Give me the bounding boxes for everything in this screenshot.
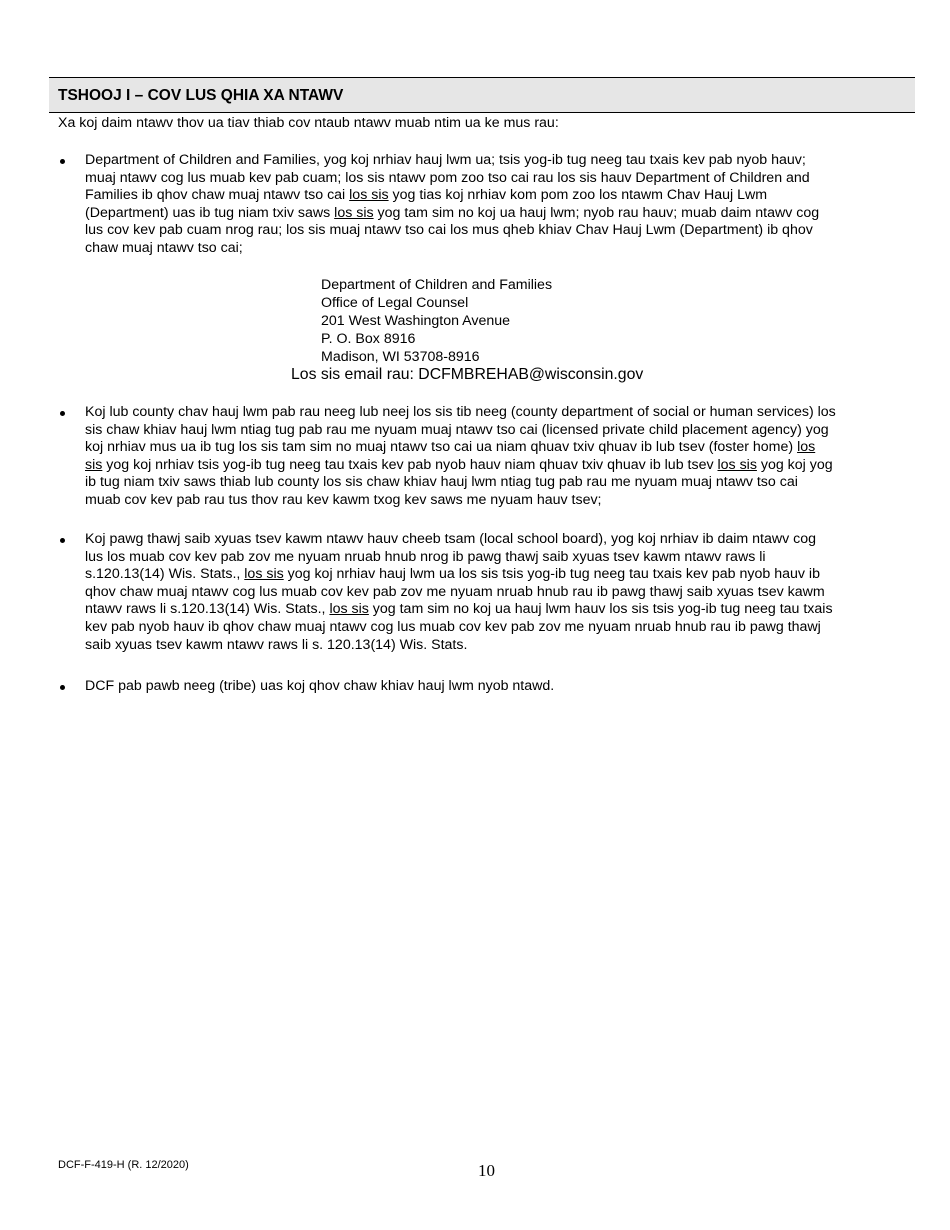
bullet-line: muaj ntawv cog lus muab kev pab cuam; los sis ntawv pom zoo tso cai rau los sis hauv Department of Children and xyxy=(85,169,810,186)
bullet-line: s.120.13(14) Wis. Stats., los sis yog koj nrhiav hauj lwm ua los sis tsis yog-ib tug neeg tau txais kev pab nyob hauv ib xyxy=(85,566,820,583)
bullet-line: ib tug niam txiv saws thiab lub county los sis chaw khiav hauj lwm ntiag tug pab rau me nyuam muaj ntawv tso cai xyxy=(85,474,798,491)
page-number: 10 xyxy=(478,1161,495,1180)
bullet-line: Department of Children and Families, yog koj nrhiav hauj lwm ua; tsis yog-ib tug neeg tau txais kev pab nyob hauv; xyxy=(85,152,806,168)
address-line: Madison, WI 53708-8916 xyxy=(321,349,480,365)
bullet-line: lus los muab cov kev pab zov me nyuam nruab hnub nrog ib pawg thawj saib xyuas tsev kawm ntawv raws li xyxy=(85,548,766,565)
bullet-line: Families ib qhov chaw muaj ntawv tso cai los sis yog tias koj nrhiav kom pom zoo los ntawm Chav Hauj Lwm xyxy=(85,187,768,204)
bullet-icon xyxy=(60,159,65,164)
bullet-icon xyxy=(60,685,65,690)
bullet-line: Koj lub county chav hauj lwm pab rau neeg lub neej los sis tib neeg (county department of social or human services) los xyxy=(85,404,836,420)
bullet-line: muab cov kev pab rau tus thov rau kev kawm txog kev saws me nyuam hauv tsev; xyxy=(85,491,602,508)
email-line: Los sis email rau: DCFMBREHAB@wisconsin.gov xyxy=(291,366,644,383)
bullet-icon xyxy=(60,411,65,416)
bullet-line: DCF pab pawb neeg (tribe) uas koj qhov chaw khiav hauj lwm nyob ntawd. xyxy=(85,678,555,694)
address-line: Department of Children and Families xyxy=(321,277,553,293)
bullet-line: Koj pawg thawj saib xyuas tsev kawm ntawv hauv cheeb tsam (local school board), yog koj nrhiav ib daim ntawv cog xyxy=(85,531,817,547)
address-line: Office of Legal Counsel xyxy=(321,295,469,311)
bullet-line: ntawv raws li s.120.13(14) Wis. Stats., los sis yog tam sim no koj ua hauj lwm hauv los sis tsis yog-ib tug neeg tau txais xyxy=(85,601,833,618)
bullet-line: kev pab nyob hauv ib qhov chaw muaj ntawv cog lus muab cov kev pab zov me nyuam nruab hnub rau ib pawg thawj xyxy=(85,618,821,635)
bullet-line: sis chaw khiav hauj lwm ntiag tug pab rau me nyuam muaj ntawv tso cai (licensed private child placement agency) yog xyxy=(85,421,829,438)
mailing-address xyxy=(321,276,552,366)
bullet-icon xyxy=(60,538,65,543)
bullet-line: saib xyuas tsev kawm ntawv raws li s. 120.13(14) Wis. Stats. xyxy=(85,636,468,653)
bullet-line: koj nrhiav mus ua ib tug los sis tam sim no muaj ntawv tso cai ua niam qhuav txiv qhuav ib lub tsev (foster home) los xyxy=(85,439,816,456)
bullet-line: qhov chaw muaj ntawv cog lus muab cov kev pab zov me nyuam nruab hnub rau ib pawg thawj saib xyuas tsev kawm xyxy=(85,583,825,600)
section-header xyxy=(49,77,915,113)
bullet-line: chaw muaj ntawv tso cai; xyxy=(85,239,243,256)
address-line: 201 West Washington Avenue xyxy=(321,313,511,329)
bullet-line: (Department) uas ib tug niam txiv saws los sis yog tam sim no koj ua hauj lwm; nyob rau hauv; muab daim ntawv cog xyxy=(85,204,820,221)
address-line: P. O. Box 8916 xyxy=(321,331,416,347)
form-id: DCF-F-419-H (R. 12/2020) xyxy=(58,1159,189,1171)
bullet-line: lus cov kev pab cuam nrog rau; los sis muaj ntawv tso cai los mus qheb khiav Chav Hauj Lwm (Department) ib qhov xyxy=(85,222,813,239)
section-title: TSHOOJ I – COV LUS QHIA XA NTAWV xyxy=(58,87,344,104)
intro-text: Xa koj daim ntawv thov ua tiav thiab cov ntaub ntawv muab ntim ua ke mus rau: xyxy=(58,115,559,131)
bullet-line: sis yog koj nrhiav tsis yog-ib tug neeg tau txais kev pab nyob hauv niam qhuav txiv qhuav ib lub tsev los sis yog koj yog xyxy=(85,456,833,473)
